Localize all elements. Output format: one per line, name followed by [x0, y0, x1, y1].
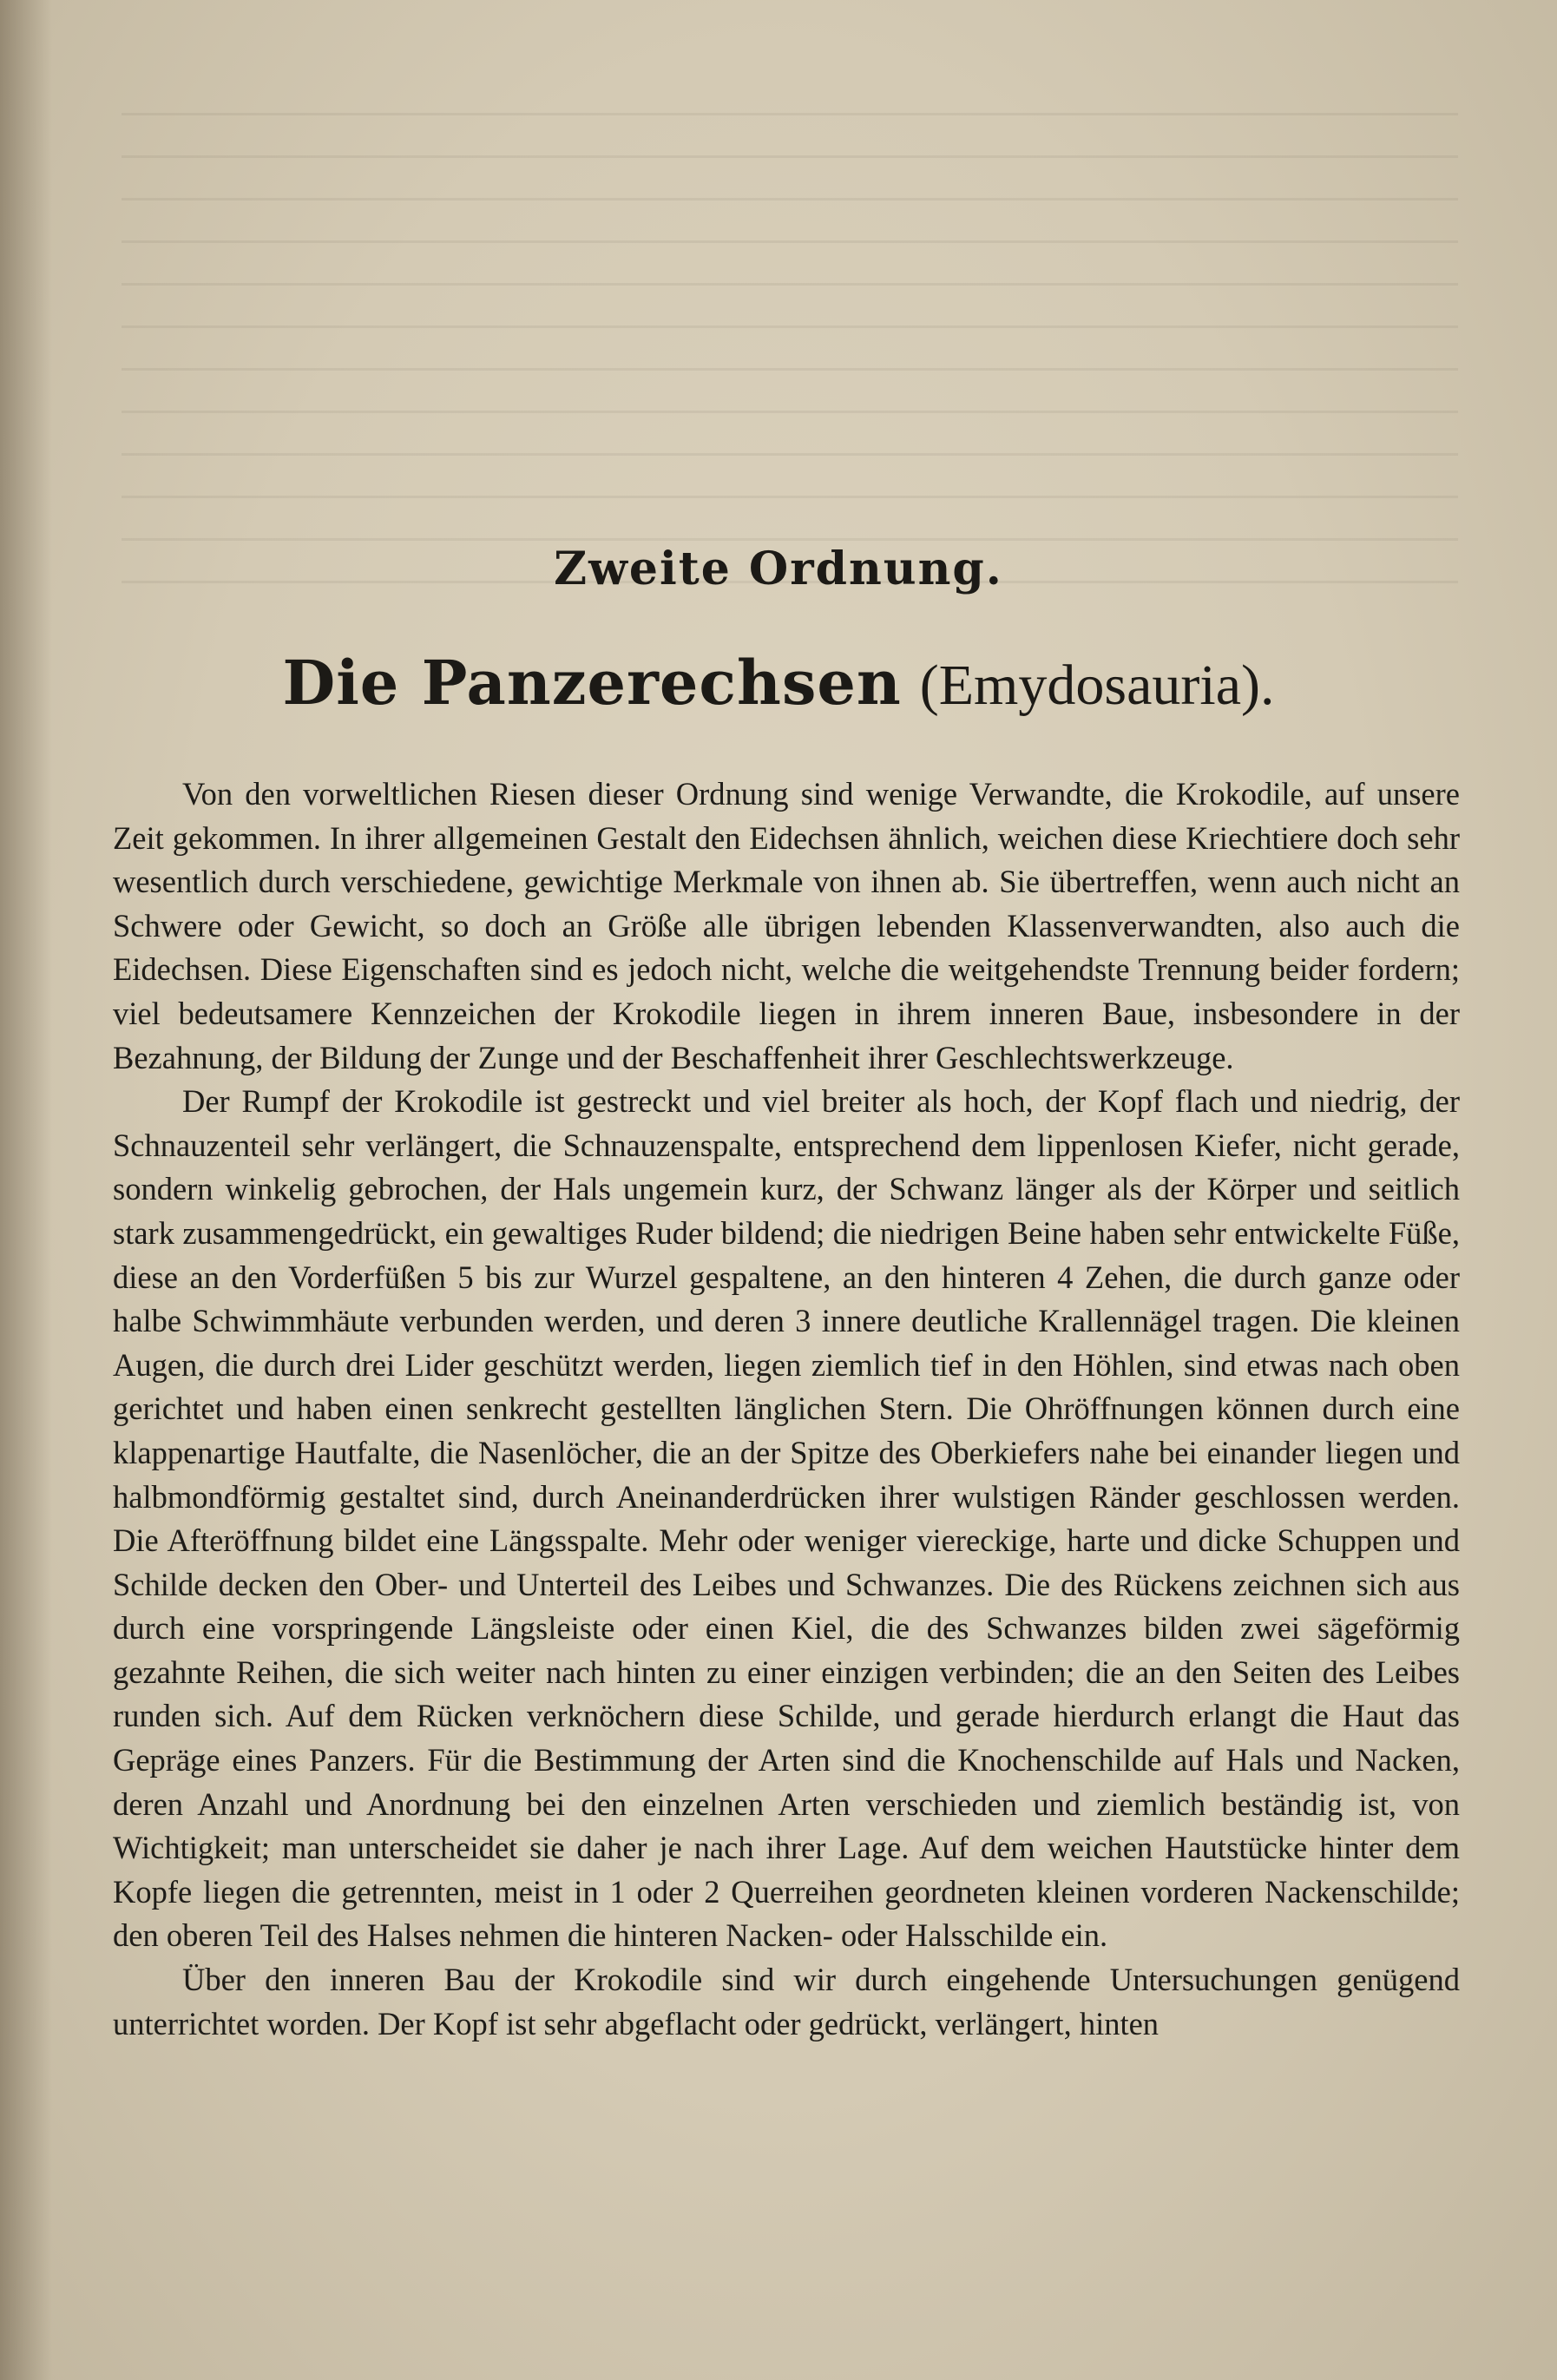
paragraph-3: Über den inneren Bau der Krokodile sind wir durch eingehende Untersuchungen genügend unterrichtet worden. Der Kopf ist sehr abgeflacht oder gedrückt, verlängert, hinten	[113, 1962, 1460, 2041]
body-text	[113, 773, 1460, 2046]
binding-shadow	[0, 0, 52, 2380]
paragraph-1: Von den vorweltlichen Riesen dieser Ordnung sind wenige Verwandte, die Krokodile, auf unsere Zeit gekommen. In ihrer allgemeinen Gestalt den Eidechsen ähnlich, weichen diese Kriechtiere doch sehr wesentlich durch verschiedene, gewichtige Merkmale von ihnen ab. Sie übertreffen, wenn auch nicht an Schwere oder Gewicht, so doch an Größe alle übrigen lebenden Klassenverwandten, also auch die Eidechsen. Diese Eigenschaften sind es jedoch nicht, welche die weitgehendste Trennung beider fordern; viel bedeutsamere Kennzeichen der Krokodile liegen in ihrem inneren Baue, insbesondere in der Bezahnung, der Bildung der Zunge und der Beschaffenheit ihrer Geschlechtswerkzeuge.	[113, 776, 1460, 1075]
order-heading: Zweite Ordnung.	[554, 542, 1003, 595]
paragraph-2: Der Rumpf der Krokodile ist gestreckt und viel breiter als hoch, der Kopf flach und niedrig, der Schnauzenteil sehr verlängert, die Schnauzenspalte, entsprechend dem lippenlosen Kiefer, nicht gerade, sondern winkelig gebrochen, der Hals ungemein kurz, der Schwanz länger als der Körper und seitlich stark zusammengedrückt, ein gewaltiges Ruder bildend; die niedrigen Beine haben sehr entwickelte Füße, diese an den Vorderfüßen 5 bis zur Wurzel gespaltene, an den hinteren 4 Zehen, die durch ganze oder halbe Schwimmhäute verbunden werden, und deren 3 innere deutliche Krallennägel tragen. Die kleinen Augen, die durch drei Lider geschützt werden, liegen ziemlich tief in den Höhlen, sind etwas nach oben gerichtet und haben einen senkrecht gestellten länglichen Stern. Die Ohröffnungen können durch eine klappenartige Hautfalte, die Nasenlöcher, die an der Spitze des Oberkiefers nahe bei einander liegen und halbmondförmig gestaltet sind, durch Aneinanderdrücken ihrer wulstigen Ränder geschlossen werden. Die Afteröffnung bildet eine Längsspalte. Mehr oder weniger viereckige, harte und dicke Schuppen und Schilde decken den Ober- und Unterteil des Leibes und Schwanzes. Die des Rückens zeichnen sich aus durch eine vorspringende Längsleiste oder einen Kiel, die des Schwanzes bilden zwei sägeförmig gezahnte Reihen, die sich weiter nach hinten zu einer einzigen verbinden; die an den Seiten des Leibes runden sich. Auf dem Rücken verknöchern diese Schilde, und gerade hierdurch erlangt die Haut das Gepräge eines Panzers. Für die Bestimmung der Arten sind die Knochenschilde auf Hals und Nacken, deren Anzahl und Anordnung bei den einzelnen Arten verschieden und ziemlich beständig ist, von Wichtigkeit; man unterscheidet sie daher je nach ihrer Lage. Auf dem weichen Hautstücke hinter dem Kopfe liegen die getrennten, meist in 1 oder 2 Querreihen geordneten kleinen vorderen Nackenschilde; den oberen Teil des Halses nehmen die hinteren Nacken- oder Halsschilde ein.	[113, 1083, 1460, 1954]
family-heading-german: Die Panzerechsen	[282, 647, 902, 719]
family-heading	[0, 647, 1557, 719]
family-heading-latin: (Emydosauria).	[919, 654, 1275, 717]
show-through-text	[122, 113, 1458, 599]
